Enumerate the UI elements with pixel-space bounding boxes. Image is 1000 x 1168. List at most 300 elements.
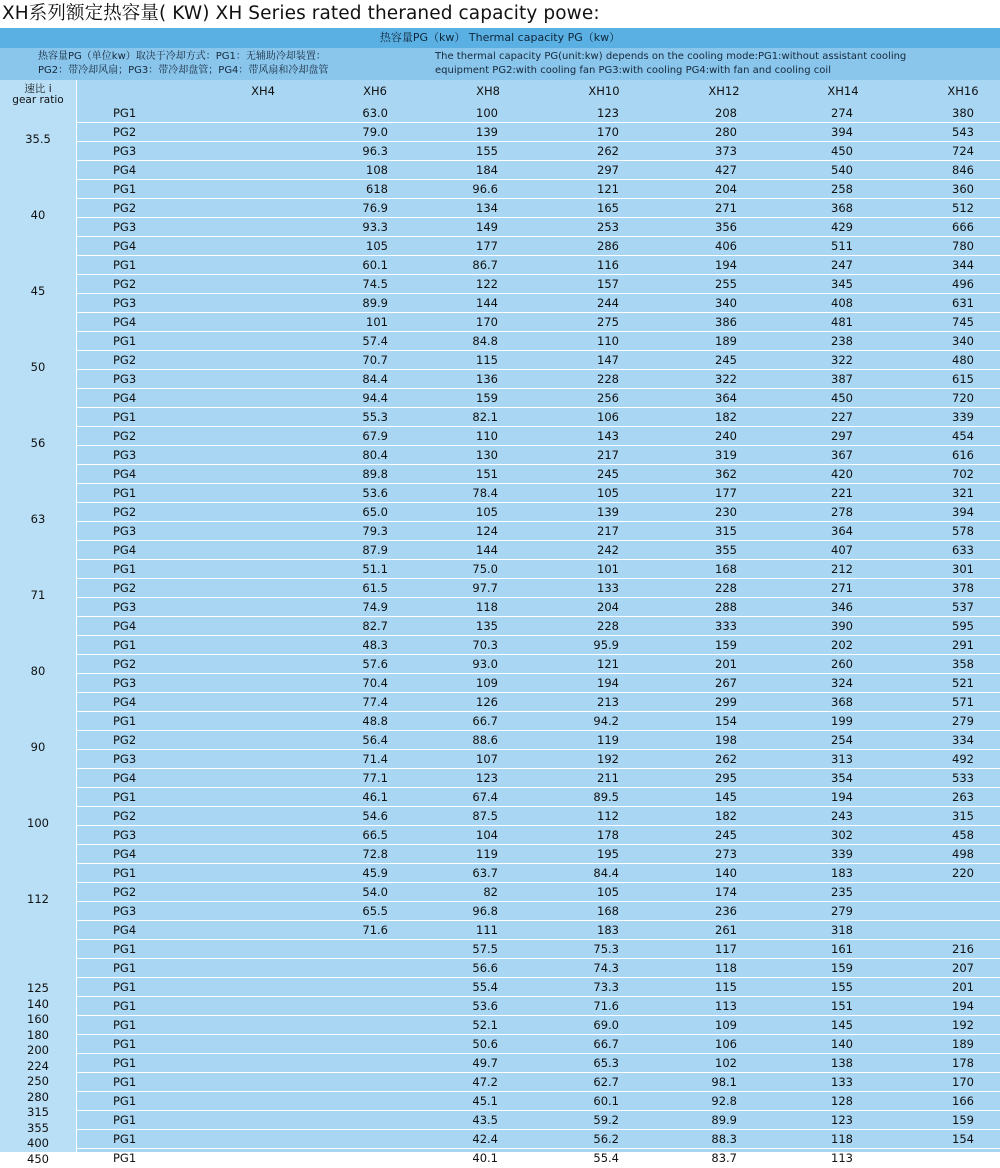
capacity-cell: 98.1: [711, 1075, 737, 1089]
capacity-cell: 429: [831, 220, 853, 234]
capacity-cell: 66.5: [362, 828, 388, 842]
capacity-cell: 140: [831, 1037, 853, 1051]
capacity-cell: 123: [476, 771, 498, 785]
capacity-cell: 151: [831, 999, 853, 1013]
capacity-cell: 159: [715, 638, 737, 652]
capacity-cell: 263: [952, 790, 974, 804]
table-row: [77, 351, 1000, 370]
capacity-cell: 71.4: [362, 752, 388, 766]
capacity-cell: 333: [715, 619, 737, 633]
capacity-cell: 95.9: [593, 638, 619, 652]
capacity-cell: 130: [476, 448, 498, 462]
capacity-cell: 118: [831, 1132, 853, 1146]
capacity-cell: 77.4: [362, 695, 388, 709]
capacity-cell: 540: [831, 163, 853, 177]
description-cn-line-1: 热容量PG（单位kw）取决于冷却方式：PG1：无辅助冷却装置：: [38, 51, 326, 62]
table-row: [77, 1111, 1000, 1130]
capacity-cell: 299: [715, 695, 737, 709]
ratio-label: 112: [27, 892, 49, 906]
description-chinese: [38, 50, 328, 78]
table-row: [77, 180, 1000, 199]
capacity-cell: 262: [715, 752, 737, 766]
cooling-mode-label: PG1: [113, 182, 137, 196]
capacity-cell: 394: [831, 125, 853, 139]
cooling-mode-label: PG3: [113, 144, 137, 158]
capacity-cell: 56.2: [593, 1132, 619, 1146]
capacity-cell: 324: [831, 676, 853, 690]
ratio-label: 80: [30, 664, 46, 678]
capacity-cell: 228: [597, 372, 619, 386]
capacity-cell: 458: [952, 828, 974, 842]
cooling-mode-label: PG1: [113, 980, 137, 994]
capacity-cell: 390: [831, 619, 853, 633]
cooling-mode-label: PG4: [113, 923, 137, 937]
capacity-cell: 368: [831, 201, 853, 215]
cooling-mode-label: PG2: [113, 353, 137, 367]
table-row: [77, 1054, 1000, 1073]
capacity-cell: 846: [952, 163, 974, 177]
capacity-cell: 301: [952, 562, 974, 576]
capacity-cell: 204: [715, 182, 737, 196]
capacity-cell: 170: [476, 315, 498, 329]
table-row: [77, 313, 1000, 332]
column-header: XH12: [708, 84, 740, 98]
cooling-mode-label: PG1: [113, 1056, 137, 1070]
capacity-cell: 119: [597, 733, 619, 747]
capacity-cell: 221: [831, 486, 853, 500]
table-row: [77, 484, 1000, 503]
table-row: [77, 769, 1000, 788]
capacity-cell: 454: [952, 429, 974, 443]
capacity-cell: 83.7: [711, 1151, 737, 1165]
cooling-mode-label: PG4: [113, 695, 137, 709]
capacity-cell: 543: [952, 125, 974, 139]
capacity-cell: 128: [831, 1094, 853, 1108]
capacity-cell: 280: [715, 125, 737, 139]
capacity-cell: 356: [715, 220, 737, 234]
capacity-cell: 178: [952, 1056, 974, 1070]
capacity-cell: 217: [597, 448, 619, 462]
capacity-cell: 118: [715, 961, 737, 975]
capacity-cell: 702: [952, 467, 974, 481]
capacity-cell: 157: [597, 277, 619, 291]
capacity-cell: 537: [952, 600, 974, 614]
capacity-cell: 174: [715, 885, 737, 899]
capacity-cell: 59.2: [593, 1113, 619, 1127]
capacity-cell: 116: [597, 258, 619, 272]
capacity-cell: 76.9: [362, 201, 388, 215]
capacity-cell: 96.8: [472, 904, 498, 918]
cooling-mode-label: PG2: [113, 885, 137, 899]
capacity-cell: 315: [715, 524, 737, 538]
capacity-cell: 82: [483, 885, 498, 899]
table-row: [77, 199, 1000, 218]
cooling-mode-label: PG1: [113, 334, 137, 348]
capacity-cell: 168: [715, 562, 737, 576]
cooling-mode-label: PG1: [113, 961, 137, 975]
capacity-cell: 170: [952, 1075, 974, 1089]
capacity-cell: 87.5: [472, 809, 498, 823]
capacity-cell: 321: [952, 486, 974, 500]
capacity-cell: 183: [831, 866, 853, 880]
capacity-cell: 53.6: [472, 999, 498, 1013]
table-row: [77, 693, 1000, 712]
ratio-label: 100: [27, 816, 49, 830]
cooling-mode-label: PG2: [113, 201, 137, 215]
table-description: [0, 48, 1000, 80]
cooling-mode-label: PG1: [113, 1018, 137, 1032]
capacity-cell: 297: [597, 163, 619, 177]
table-row: [77, 370, 1000, 389]
capacity-cell: 274: [831, 106, 853, 120]
capacity-cell: 271: [831, 581, 853, 595]
cooling-mode-label: PG1: [113, 1151, 137, 1165]
capacity-cell: 154: [952, 1132, 974, 1146]
capacity-cell: 481: [831, 315, 853, 329]
cooling-mode-label: PG1: [113, 486, 137, 500]
table-row: [77, 1092, 1000, 1111]
capacity-cell: 140: [715, 866, 737, 880]
cooling-mode-label: PG1: [113, 562, 137, 576]
capacity-cell: 521: [952, 676, 974, 690]
capacity-cell: 45.9: [362, 866, 388, 880]
capacity-cell: 63.7: [472, 866, 498, 880]
capacity-cell: 354: [831, 771, 853, 785]
capacity-cell: 105: [597, 885, 619, 899]
capacity-cell: 149: [476, 220, 498, 234]
thermal-capacity-table: [0, 28, 1000, 1166]
capacity-cell: 345: [831, 277, 853, 291]
capacity-cell: 126: [476, 695, 498, 709]
cooling-mode-label: PG1: [113, 106, 137, 120]
capacity-cell: 100: [476, 106, 498, 120]
capacity-cell: 159: [476, 391, 498, 405]
capacity-cell: 104: [476, 828, 498, 842]
description-english: [435, 50, 955, 78]
capacity-cell: 110: [476, 429, 498, 443]
capacity-cell: 198: [715, 733, 737, 747]
capacity-cell: 228: [715, 581, 737, 595]
capacity-cell: 75.0: [472, 562, 498, 576]
capacity-cell: 220: [952, 866, 974, 880]
cooling-mode-label: PG2: [113, 581, 137, 595]
capacity-cell: 177: [715, 486, 737, 500]
table-row: [77, 275, 1000, 294]
capacity-cell: 346: [831, 600, 853, 614]
capacity-cell: 194: [597, 676, 619, 690]
capacity-cell: 82.7: [362, 619, 388, 633]
capacity-cell: 93.3: [362, 220, 388, 234]
capacity-cell: 77.1: [362, 771, 388, 785]
capacity-cell: 235: [831, 885, 853, 899]
table-row: [77, 446, 1000, 465]
capacity-cell: 192: [952, 1018, 974, 1032]
capacity-cell: 278: [831, 505, 853, 519]
capacity-cell: 245: [715, 828, 737, 842]
capacity-cell: 97.7: [472, 581, 498, 595]
capacity-cell: 228: [597, 619, 619, 633]
column-header: XH10: [588, 84, 620, 98]
cooling-mode-label: PG3: [113, 448, 137, 462]
table-row: [77, 1073, 1000, 1092]
capacity-cell: 154: [715, 714, 737, 728]
capacity-cell: 256: [597, 391, 619, 405]
capacity-cell: 118: [476, 600, 498, 614]
ratio-label: 224: [27, 1058, 49, 1073]
capacity-cell: 84.4: [362, 372, 388, 386]
capacity-cell: 211: [597, 771, 619, 785]
ratio-header-en: gear ratio: [12, 94, 64, 106]
capacity-cell: 745: [952, 315, 974, 329]
capacity-cell: 238: [831, 334, 853, 348]
capacity-cell: 533: [952, 771, 974, 785]
table-row: [77, 636, 1000, 655]
capacity-cell: 194: [715, 258, 737, 272]
capacity-cell: 48.8: [362, 714, 388, 728]
table-row: [77, 522, 1000, 541]
capacity-cell: 339: [831, 847, 853, 861]
capacity-cell: 615: [952, 372, 974, 386]
capacity-cell: 368: [831, 695, 853, 709]
cooling-mode-label: PG3: [113, 600, 137, 614]
table-row: [77, 959, 1000, 978]
capacity-cell: 55.4: [593, 1151, 619, 1165]
capacity-cell: 145: [715, 790, 737, 804]
cooling-mode-label: PG4: [113, 847, 137, 861]
table-row: [77, 1035, 1000, 1054]
capacity-cell: 94.2: [593, 714, 619, 728]
capacity-cell: 111: [476, 923, 498, 937]
capacity-cell: 340: [715, 296, 737, 310]
capacity-cell: 110: [597, 334, 619, 348]
capacity-cell: 322: [715, 372, 737, 386]
capacity-cell: 319: [715, 448, 737, 462]
ratio-label: 63: [30, 512, 46, 526]
table-title: 热容量PG（kw） Thermal capacity PG（kw）: [0, 28, 1000, 48]
capacity-cell: 109: [476, 676, 498, 690]
ratio-label: 250: [27, 1074, 49, 1088]
capacity-cell: 102: [715, 1056, 737, 1070]
capacity-cell: 244: [597, 296, 619, 310]
cooling-mode-label: PG1: [113, 410, 137, 424]
capacity-cell: 631: [952, 296, 974, 310]
capacity-cell: 720: [952, 391, 974, 405]
ratio-label: 280: [27, 1089, 49, 1104]
capacity-cell: 286: [597, 239, 619, 253]
capacity-cell: 108: [366, 163, 388, 177]
table-row: [77, 598, 1000, 617]
capacity-cell: 113: [831, 1151, 853, 1165]
cooling-mode-label: PG4: [113, 391, 137, 405]
table-row: [77, 237, 1000, 256]
capacity-cell: 115: [715, 980, 737, 994]
cooling-mode-label: PG1: [113, 1075, 137, 1089]
capacity-cell: 67.9: [362, 429, 388, 443]
capacity-cell: 492: [952, 752, 974, 766]
page-title: XH系列额定热容量( KW) XH Series rated theraned capacity powe:: [2, 3, 600, 24]
capacity-cell: 217: [597, 524, 619, 538]
cooling-mode-label: PG1: [113, 999, 137, 1013]
capacity-cell: 105: [597, 486, 619, 500]
capacity-cell: 74.9: [362, 600, 388, 614]
capacity-cell: 55.4: [472, 980, 498, 994]
capacity-cell: 161: [831, 942, 853, 956]
capacity-cell: 279: [831, 904, 853, 918]
capacity-cell: 380: [952, 106, 974, 120]
capacity-cell: 66.7: [472, 714, 498, 728]
cooling-mode-label: PG1: [113, 1094, 137, 1108]
cooling-mode-label: PG4: [113, 619, 137, 633]
capacity-cell: 84.4: [593, 866, 619, 880]
capacity-cell: 288: [715, 600, 737, 614]
cooling-mode-label: PG4: [113, 543, 137, 557]
capacity-cell: 780: [952, 239, 974, 253]
table-row: [77, 294, 1000, 313]
capacity-cell: 271: [715, 201, 737, 215]
cooling-mode-label: PG3: [113, 524, 137, 538]
capacity-cell: 119: [476, 847, 498, 861]
capacity-cell: 155: [831, 980, 853, 994]
capacity-cell: 178: [597, 828, 619, 842]
capacity-cell: 204: [597, 600, 619, 614]
ratio-header-cn: 速比 i: [24, 83, 52, 95]
capacity-cell: 147: [597, 353, 619, 367]
capacity-cell: 106: [715, 1037, 737, 1051]
cooling-mode-label: PG4: [113, 467, 137, 481]
capacity-cell: 89.5: [593, 790, 619, 804]
ratio-label: 125: [27, 981, 49, 995]
capacity-cell: 124: [476, 524, 498, 538]
ratio-column-header: [0, 84, 76, 106]
capacity-cell: 52.1: [472, 1018, 498, 1032]
capacity-cell: 115: [476, 353, 498, 367]
cooling-mode-label: PG1: [113, 1113, 137, 1127]
table-row: [77, 807, 1000, 826]
capacity-cell: 420: [831, 467, 853, 481]
cooling-mode-label: PG1: [113, 866, 137, 880]
capacity-cell: 133: [597, 581, 619, 595]
capacity-cell: 168: [597, 904, 619, 918]
ratio-label: 315: [27, 1105, 49, 1119]
capacity-cell: 78.4: [472, 486, 498, 500]
capacity-cell: 262: [597, 144, 619, 158]
ratio-label: 71: [30, 588, 46, 602]
capacity-cell: 101: [366, 315, 388, 329]
cooling-mode-label: PG2: [113, 125, 137, 139]
capacity-cell: 96.6: [472, 182, 498, 196]
capacity-cell: 50.6: [472, 1037, 498, 1051]
capacity-cell: 61.5: [362, 581, 388, 595]
cooling-mode-label: PG2: [113, 733, 137, 747]
capacity-cell: 122: [476, 277, 498, 291]
capacity-cell: 496: [952, 277, 974, 291]
cooling-mode-label: PG3: [113, 372, 137, 386]
ratio-label: 35.5: [25, 132, 51, 146]
table-row: [77, 921, 1000, 940]
capacity-cell: 192: [597, 752, 619, 766]
capacity-cell: 69.0: [593, 1018, 619, 1032]
capacity-cell: 67.4: [472, 790, 498, 804]
capacity-cell: 199: [831, 714, 853, 728]
table-row: [77, 161, 1000, 180]
capacity-cell: 56.4: [362, 733, 388, 747]
column-header: XH6: [363, 84, 387, 98]
capacity-cell: 43.5: [472, 1113, 498, 1127]
ratio-label: 180: [27, 1027, 49, 1042]
capacity-cell: 112: [597, 809, 619, 823]
capacity-cell: 92.8: [711, 1094, 737, 1108]
capacity-cell: 406: [715, 239, 737, 253]
capacity-cell: 93.0: [472, 657, 498, 671]
cooling-mode-label: PG2: [113, 277, 137, 291]
cooling-mode-label: PG1: [113, 258, 137, 272]
capacity-cell: 80.4: [362, 448, 388, 462]
cooling-mode-label: PG2: [113, 657, 137, 671]
capacity-cell: 49.7: [472, 1056, 498, 1070]
ratio-label: 40: [30, 208, 46, 222]
capacity-cell: 71.6: [362, 923, 388, 937]
table-row: [77, 332, 1000, 351]
capacity-cell: 279: [952, 714, 974, 728]
capacity-cell: 94.4: [362, 391, 388, 405]
table-row: [77, 617, 1000, 636]
capacity-cell: 73.3: [593, 980, 619, 994]
capacity-cell: 633: [952, 543, 974, 557]
capacity-cell: 89.8: [362, 467, 388, 481]
table-row: [77, 1130, 1000, 1149]
capacity-cell: 212: [831, 562, 853, 576]
description-en-line-2: equipment PG2:with cooling fan PG3:with cooling PG4:with fan and cooling coil: [435, 65, 831, 76]
capacity-cell: 54.0: [362, 885, 388, 899]
table-row: [77, 940, 1000, 959]
capacity-cell: 139: [597, 505, 619, 519]
capacity-cell: 408: [831, 296, 853, 310]
ratio-label: 450: [27, 1151, 49, 1166]
capacity-cell: 189: [715, 334, 737, 348]
capacity-cell: 386: [715, 315, 737, 329]
capacity-cell: 201: [715, 657, 737, 671]
capacity-cell: 177: [476, 239, 498, 253]
capacity-cell: 344: [952, 258, 974, 272]
capacity-cell: 666: [952, 220, 974, 234]
capacity-cell: 240: [715, 429, 737, 443]
ratio-label: 56: [30, 436, 46, 450]
capacity-cell: 133: [831, 1075, 853, 1089]
capacity-cell: 616: [952, 448, 974, 462]
capacity-cell: 72.8: [362, 847, 388, 861]
capacity-cell: 101: [597, 562, 619, 576]
cooling-mode-label: PG1: [113, 942, 137, 956]
capacity-cell: 318: [831, 923, 853, 937]
capacity-cell: 189: [952, 1037, 974, 1051]
table-row: [77, 845, 1000, 864]
capacity-cell: 144: [476, 296, 498, 310]
capacity-cell: 183: [597, 923, 619, 937]
capacity-cell: 364: [715, 391, 737, 405]
capacity-cell: 74.5: [362, 277, 388, 291]
capacity-cell: 260: [831, 657, 853, 671]
capacity-cell: 201: [952, 980, 974, 994]
capacity-cell: 48.3: [362, 638, 388, 652]
capacity-cell: 230: [715, 505, 737, 519]
capacity-cell: 267: [715, 676, 737, 690]
capacity-cell: 70.7: [362, 353, 388, 367]
table-row: [77, 712, 1000, 731]
table-row: [77, 560, 1000, 579]
capacity-cell: 60.1: [362, 258, 388, 272]
capacity-cell: 394: [952, 505, 974, 519]
table-row: [77, 408, 1000, 427]
